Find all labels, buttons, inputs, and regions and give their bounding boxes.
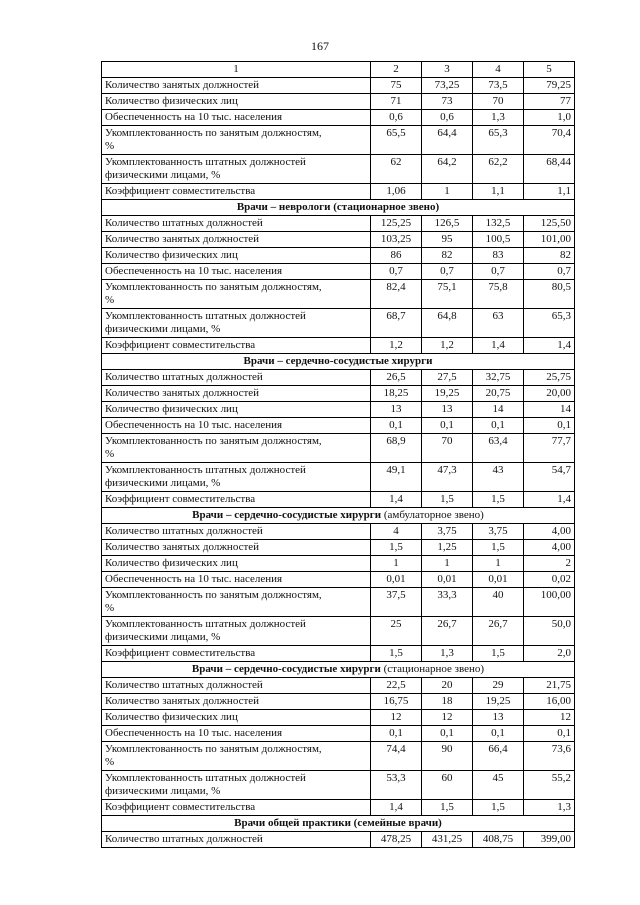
table-row xyxy=(102,434,575,463)
value-cell: 63 xyxy=(473,309,524,338)
value-cell: 80,5 xyxy=(524,280,575,309)
value-cell: 4 xyxy=(371,524,422,540)
page-number: 167 xyxy=(311,39,329,53)
value-cell: 53,3 xyxy=(371,771,422,800)
value-cell: 16,00 xyxy=(524,694,575,710)
table-row xyxy=(102,710,575,726)
value-cell: 1,4 xyxy=(524,338,575,354)
row-label: Количество физических лиц xyxy=(102,94,371,110)
value-cell: 4,00 xyxy=(524,540,575,556)
table-row xyxy=(102,646,575,662)
value-cell: 66,4 xyxy=(473,742,524,771)
value-cell: 33,3 xyxy=(422,588,473,617)
row-label-line: Укомплектованность штатных должностей xyxy=(105,310,306,322)
value-cell: 431,25 xyxy=(422,832,473,848)
value-cell: 408,75 xyxy=(473,832,524,848)
value-cell: 0,7 xyxy=(524,264,575,280)
value-cell: 1,2 xyxy=(422,338,473,354)
value-cell: 1,3 xyxy=(524,800,575,816)
section-title-suffix: (амбулаторное звено) xyxy=(381,509,484,521)
row-label: Обеспеченность на 10 тыс. населения xyxy=(102,418,371,434)
value-cell: 0,7 xyxy=(371,264,422,280)
row-label-line: Укомплектованность штатных должностей xyxy=(105,618,306,630)
row-label-line: физическими лицами, % xyxy=(105,169,221,181)
value-cell: 0,1 xyxy=(473,418,524,434)
value-cell: 65,5 xyxy=(371,126,422,155)
value-cell: 73 xyxy=(422,94,473,110)
value-cell: 1,4 xyxy=(371,800,422,816)
value-cell: 1 xyxy=(371,556,422,572)
value-cell: 1,1 xyxy=(524,184,575,200)
row-label: Обеспеченность на 10 тыс. населения xyxy=(102,572,371,588)
table-row xyxy=(102,771,575,800)
row-label-line: Укомплектованность штатных должностей xyxy=(105,464,306,476)
value-cell: 21,75 xyxy=(524,678,575,694)
value-cell: 1,5 xyxy=(371,540,422,556)
value-cell: 0,1 xyxy=(524,418,575,434)
row-label xyxy=(102,617,371,646)
value-cell: 1 xyxy=(422,184,473,200)
column-header: 4 xyxy=(473,62,524,78)
row-label xyxy=(102,309,371,338)
value-cell: 1 xyxy=(422,556,473,572)
staffing-table xyxy=(101,61,575,848)
value-cell: 0,02 xyxy=(524,572,575,588)
value-cell: 0,1 xyxy=(371,418,422,434)
value-cell: 1,4 xyxy=(524,492,575,508)
row-label-line: % xyxy=(105,448,115,460)
row-label xyxy=(102,742,371,771)
value-cell: 40 xyxy=(473,588,524,617)
value-cell: 2 xyxy=(524,556,575,572)
table-row xyxy=(102,78,575,94)
table-row xyxy=(102,155,575,184)
section-header-row xyxy=(102,662,575,678)
value-cell: 77,7 xyxy=(524,434,575,463)
row-label: Количество штатных должностей xyxy=(102,678,371,694)
section-title xyxy=(102,816,575,832)
table-row xyxy=(102,232,575,248)
row-label xyxy=(102,126,371,155)
value-cell: 13 xyxy=(371,402,422,418)
row-label-line: Укомплектованность по занятым должностям, xyxy=(105,743,322,755)
row-label-line: Укомплектованность по занятым должностям, xyxy=(105,127,322,139)
row-label: Количество занятых должностей xyxy=(102,78,371,94)
value-cell: 64,2 xyxy=(422,155,473,184)
value-cell: 0,1 xyxy=(422,726,473,742)
value-cell: 73,6 xyxy=(524,742,575,771)
value-cell: 1,5 xyxy=(473,646,524,662)
table-row xyxy=(102,338,575,354)
row-label xyxy=(102,434,371,463)
value-cell: 14 xyxy=(524,402,575,418)
value-cell: 0,01 xyxy=(422,572,473,588)
value-cell: 1,06 xyxy=(371,184,422,200)
value-cell: 26,7 xyxy=(473,617,524,646)
value-cell: 29 xyxy=(473,678,524,694)
row-label: Количество занятых должностей xyxy=(102,232,371,248)
value-cell: 100,5 xyxy=(473,232,524,248)
value-cell: 64,8 xyxy=(422,309,473,338)
section-title-text: Врачи – сердечно-сосудистые хирурги xyxy=(192,509,382,521)
row-label-line: физическими лицами, % xyxy=(105,323,221,335)
value-cell: 82,4 xyxy=(371,280,422,309)
value-cell: 0,01 xyxy=(473,572,524,588)
value-cell: 0,6 xyxy=(422,110,473,126)
row-label: Обеспеченность на 10 тыс. населения xyxy=(102,264,371,280)
table-header-row xyxy=(102,62,575,78)
value-cell: 75,1 xyxy=(422,280,473,309)
value-cell: 1,3 xyxy=(473,110,524,126)
row-label: Количество физических лиц xyxy=(102,248,371,264)
value-cell: 1,4 xyxy=(473,338,524,354)
value-cell: 70 xyxy=(473,94,524,110)
section-title xyxy=(102,662,575,678)
row-label-line: Укомплектованность по занятым должностям, xyxy=(105,589,322,601)
value-cell: 16,75 xyxy=(371,694,422,710)
section-title xyxy=(102,354,575,370)
row-label: Коэффициент совместительства xyxy=(102,646,371,662)
value-cell: 70 xyxy=(422,434,473,463)
table-row xyxy=(102,418,575,434)
value-cell: 83 xyxy=(473,248,524,264)
row-label-line: Укомплектованность штатных должностей xyxy=(105,156,306,168)
value-cell: 12 xyxy=(524,710,575,726)
row-label xyxy=(102,155,371,184)
row-label-line: Укомплектованность штатных должностей xyxy=(105,772,306,784)
row-label: Коэффициент совместительства xyxy=(102,800,371,816)
value-cell: 4,00 xyxy=(524,524,575,540)
value-cell: 27,5 xyxy=(422,370,473,386)
value-cell: 0,7 xyxy=(473,264,524,280)
row-label-line: % xyxy=(105,140,115,152)
row-label xyxy=(102,463,371,492)
value-cell: 1,5 xyxy=(473,800,524,816)
table-row xyxy=(102,280,575,309)
value-cell: 68,44 xyxy=(524,155,575,184)
value-cell: 20,00 xyxy=(524,386,575,402)
table-row xyxy=(102,800,575,816)
value-cell: 60 xyxy=(422,771,473,800)
value-cell: 62 xyxy=(371,155,422,184)
value-cell: 25,75 xyxy=(524,370,575,386)
value-cell: 101,00 xyxy=(524,232,575,248)
value-cell: 74,4 xyxy=(371,742,422,771)
value-cell: 1,1 xyxy=(473,184,524,200)
table-row xyxy=(102,556,575,572)
table-row xyxy=(102,726,575,742)
section-title xyxy=(102,508,575,524)
row-label: Количество занятых должностей xyxy=(102,540,371,556)
section-header-row xyxy=(102,200,575,216)
value-cell: 82 xyxy=(422,248,473,264)
value-cell: 478,25 xyxy=(371,832,422,848)
column-header: 1 xyxy=(102,62,371,78)
value-cell: 62,2 xyxy=(473,155,524,184)
value-cell: 399,00 xyxy=(524,832,575,848)
table-row xyxy=(102,617,575,646)
value-cell: 86 xyxy=(371,248,422,264)
value-cell: 49,1 xyxy=(371,463,422,492)
section-title-text: Врачи – сердечно-сосудистые хирурги xyxy=(191,663,381,675)
row-label: Количество штатных должностей xyxy=(102,524,371,540)
row-label: Коэффициент совместительства xyxy=(102,338,371,354)
row-label-line: Укомплектованность по занятым должностям, xyxy=(105,435,322,447)
row-label: Количество штатных должностей xyxy=(102,370,371,386)
value-cell: 82 xyxy=(524,248,575,264)
row-label: Количество занятых должностей xyxy=(102,694,371,710)
table-row xyxy=(102,94,575,110)
row-label-line: физическими лицами, % xyxy=(105,631,221,643)
value-cell: 73,25 xyxy=(422,78,473,94)
table-row xyxy=(102,402,575,418)
section-title xyxy=(102,200,575,216)
value-cell: 32,75 xyxy=(473,370,524,386)
value-cell: 18,25 xyxy=(371,386,422,402)
row-label xyxy=(102,280,371,309)
column-header: 5 xyxy=(524,62,575,78)
section-header-row xyxy=(102,508,575,524)
value-cell: 1,5 xyxy=(473,492,524,508)
table-row xyxy=(102,248,575,264)
value-cell: 1,25 xyxy=(422,540,473,556)
value-cell: 0,01 xyxy=(371,572,422,588)
value-cell: 1,3 xyxy=(422,646,473,662)
column-header: 2 xyxy=(371,62,422,78)
table-row xyxy=(102,694,575,710)
value-cell: 63,4 xyxy=(473,434,524,463)
row-label: Коэффициент совместительства xyxy=(102,492,371,508)
row-label-line: % xyxy=(105,294,115,306)
value-cell: 65,3 xyxy=(473,126,524,155)
value-cell: 68,9 xyxy=(371,434,422,463)
value-cell: 37,5 xyxy=(371,588,422,617)
value-cell: 13 xyxy=(422,402,473,418)
table-row xyxy=(102,309,575,338)
value-cell: 1,5 xyxy=(473,540,524,556)
section-title-text: Врачи – сердечно-сосудистые хирурги xyxy=(243,355,433,367)
table-row xyxy=(102,126,575,155)
value-cell: 0,1 xyxy=(371,726,422,742)
table-row xyxy=(102,370,575,386)
value-cell: 1 xyxy=(473,556,524,572)
value-cell: 125,50 xyxy=(524,216,575,232)
value-cell: 70,4 xyxy=(524,126,575,155)
value-cell: 13 xyxy=(473,710,524,726)
row-label-line: физическими лицами, % xyxy=(105,477,221,489)
value-cell: 90 xyxy=(422,742,473,771)
value-cell: 1,5 xyxy=(371,646,422,662)
table-row xyxy=(102,524,575,540)
value-cell: 18 xyxy=(422,694,473,710)
table-row xyxy=(102,742,575,771)
value-cell: 50,0 xyxy=(524,617,575,646)
row-label: Обеспеченность на 10 тыс. населения xyxy=(102,726,371,742)
value-cell: 75,8 xyxy=(473,280,524,309)
value-cell: 75 xyxy=(371,78,422,94)
table-row xyxy=(102,184,575,200)
table-row xyxy=(102,572,575,588)
table-row xyxy=(102,540,575,556)
value-cell: 3,75 xyxy=(473,524,524,540)
value-cell: 1,0 xyxy=(524,110,575,126)
row-label-line: % xyxy=(105,756,115,768)
table-row xyxy=(102,588,575,617)
row-label: Количество физических лиц xyxy=(102,556,371,572)
value-cell: 26,5 xyxy=(371,370,422,386)
value-cell: 47,3 xyxy=(422,463,473,492)
value-cell: 126,5 xyxy=(422,216,473,232)
value-cell: 22,5 xyxy=(371,678,422,694)
table-row xyxy=(102,264,575,280)
value-cell: 19,25 xyxy=(422,386,473,402)
section-header-row xyxy=(102,354,575,370)
row-label: Количество штатных должностей xyxy=(102,216,371,232)
row-label-line: % xyxy=(105,602,115,614)
table-row xyxy=(102,463,575,492)
table-row xyxy=(102,386,575,402)
value-cell: 68,7 xyxy=(371,309,422,338)
value-cell: 20,75 xyxy=(473,386,524,402)
value-cell: 73,5 xyxy=(473,78,524,94)
value-cell: 2,0 xyxy=(524,646,575,662)
section-title-text: Врачи общей практики (семейные врачи) xyxy=(234,817,442,829)
value-cell: 19,25 xyxy=(473,694,524,710)
value-cell: 77 xyxy=(524,94,575,110)
value-cell: 12 xyxy=(371,710,422,726)
value-cell: 1,5 xyxy=(422,492,473,508)
column-header: 3 xyxy=(422,62,473,78)
row-label: Количество занятых должностей xyxy=(102,386,371,402)
value-cell: 25 xyxy=(371,617,422,646)
value-cell: 71 xyxy=(371,94,422,110)
value-cell: 1,5 xyxy=(422,800,473,816)
value-cell: 0,1 xyxy=(422,418,473,434)
value-cell: 79,25 xyxy=(524,78,575,94)
value-cell: 45 xyxy=(473,771,524,800)
value-cell: 20 xyxy=(422,678,473,694)
value-cell: 26,7 xyxy=(422,617,473,646)
value-cell: 14 xyxy=(473,402,524,418)
value-cell: 95 xyxy=(422,232,473,248)
value-cell: 125,25 xyxy=(371,216,422,232)
table-row xyxy=(102,216,575,232)
value-cell: 43 xyxy=(473,463,524,492)
value-cell: 1,2 xyxy=(371,338,422,354)
value-cell: 103,25 xyxy=(371,232,422,248)
value-cell: 55,2 xyxy=(524,771,575,800)
row-label: Количество физических лиц xyxy=(102,402,371,418)
value-cell: 0,1 xyxy=(473,726,524,742)
table-row xyxy=(102,678,575,694)
value-cell: 12 xyxy=(422,710,473,726)
row-label-line: Укомплектованность по занятым должностям, xyxy=(105,281,322,293)
value-cell: 64,4 xyxy=(422,126,473,155)
row-label: Количество штатных должностей xyxy=(102,832,371,848)
section-title-text: Врачи – неврологи (стационарное звено) xyxy=(236,201,440,213)
value-cell: 1,4 xyxy=(371,492,422,508)
table-row xyxy=(102,492,575,508)
value-cell: 132,5 xyxy=(473,216,524,232)
row-label xyxy=(102,588,371,617)
table-row xyxy=(102,832,575,848)
row-label-line: физическими лицами, % xyxy=(105,785,221,797)
value-cell: 0,1 xyxy=(524,726,575,742)
row-label xyxy=(102,771,371,800)
section-title-suffix: (стационарное звено) xyxy=(380,663,485,675)
section-header-row xyxy=(102,816,575,832)
table-row xyxy=(102,110,575,126)
row-label: Обеспеченность на 10 тыс. населения xyxy=(102,110,371,126)
row-label: Количество физических лиц xyxy=(102,710,371,726)
value-cell: 0,6 xyxy=(371,110,422,126)
value-cell: 54,7 xyxy=(524,463,575,492)
value-cell: 0,7 xyxy=(422,264,473,280)
row-label: Коэффициент совместительства xyxy=(102,184,371,200)
value-cell: 65,3 xyxy=(524,309,575,338)
value-cell: 100,00 xyxy=(524,588,575,617)
value-cell: 3,75 xyxy=(422,524,473,540)
